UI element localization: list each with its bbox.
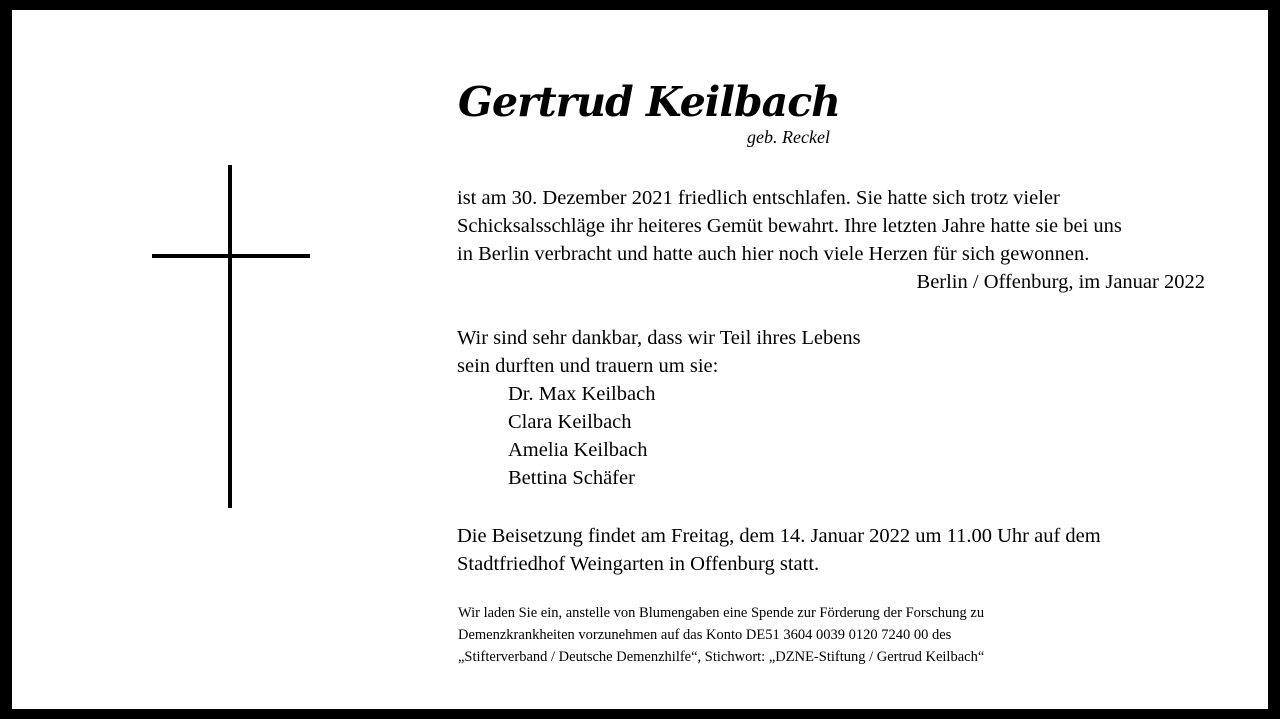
mourner-name: Dr. Max Keilbach [508,383,656,405]
intro-paragraph [457,184,1122,268]
intro-line: in Berlin verbracht und hatte auch hier noch viele Herzen für sich gewonnen. [457,243,1090,265]
thanks-line: Wir sind sehr dankbar, dass wir Teil ihres Lebens [457,327,861,349]
deceased-name: Gertrud Keilbach [458,78,840,126]
funeral-line: Die Beisetzung findet am Freitag, dem 14. Januar 2022 um 11.00 Uhr auf dem [457,525,1101,547]
mourner-name: Clara Keilbach [508,411,632,433]
mourner-name: Amelia Keilbach [508,439,648,461]
donation-paragraph [458,602,984,668]
intro-line: Schicksalsschläge ihr heiteres Gemüt bewahrt. Ihre letzten Jahre hatte sie bei uns [457,215,1122,237]
intro-line: ist am 30. Dezember 2021 friedlich entschlafen. Sie hatte sich trotz vieler [457,187,1060,209]
thanks-paragraph [457,324,861,380]
cross-vertical-bar [228,165,232,508]
cross-horizontal-bar [152,254,310,258]
funeral-line: Stadtfriedhof Weingarten in Offenburg statt. [457,553,820,575]
mourners-list [508,380,655,492]
donation-line: Wir laden Sie ein, anstelle von Blumengaben eine Spende zur Förderung der Forschung zu [458,605,985,621]
obituary-notice [12,10,1268,709]
donation-line: „Stifterverband / Deutsche Demenzhilfe“, Stichwort: „DZNE-Stiftung / Gertrud Keilbach“ [458,649,985,665]
maiden-name: geb. Reckel [747,127,830,147]
donation-line: Demenzkrankheiten vorzunehmen auf das Konto DE51 3604 0039 0120 7240 00 des [458,627,952,643]
funeral-paragraph [457,522,1101,578]
place-date: Berlin / Offenburg, im Januar 2022 [916,271,1205,293]
thanks-line: sein durften und trauern um sie: [457,355,719,377]
mourner-name: Bettina Schäfer [508,467,635,489]
